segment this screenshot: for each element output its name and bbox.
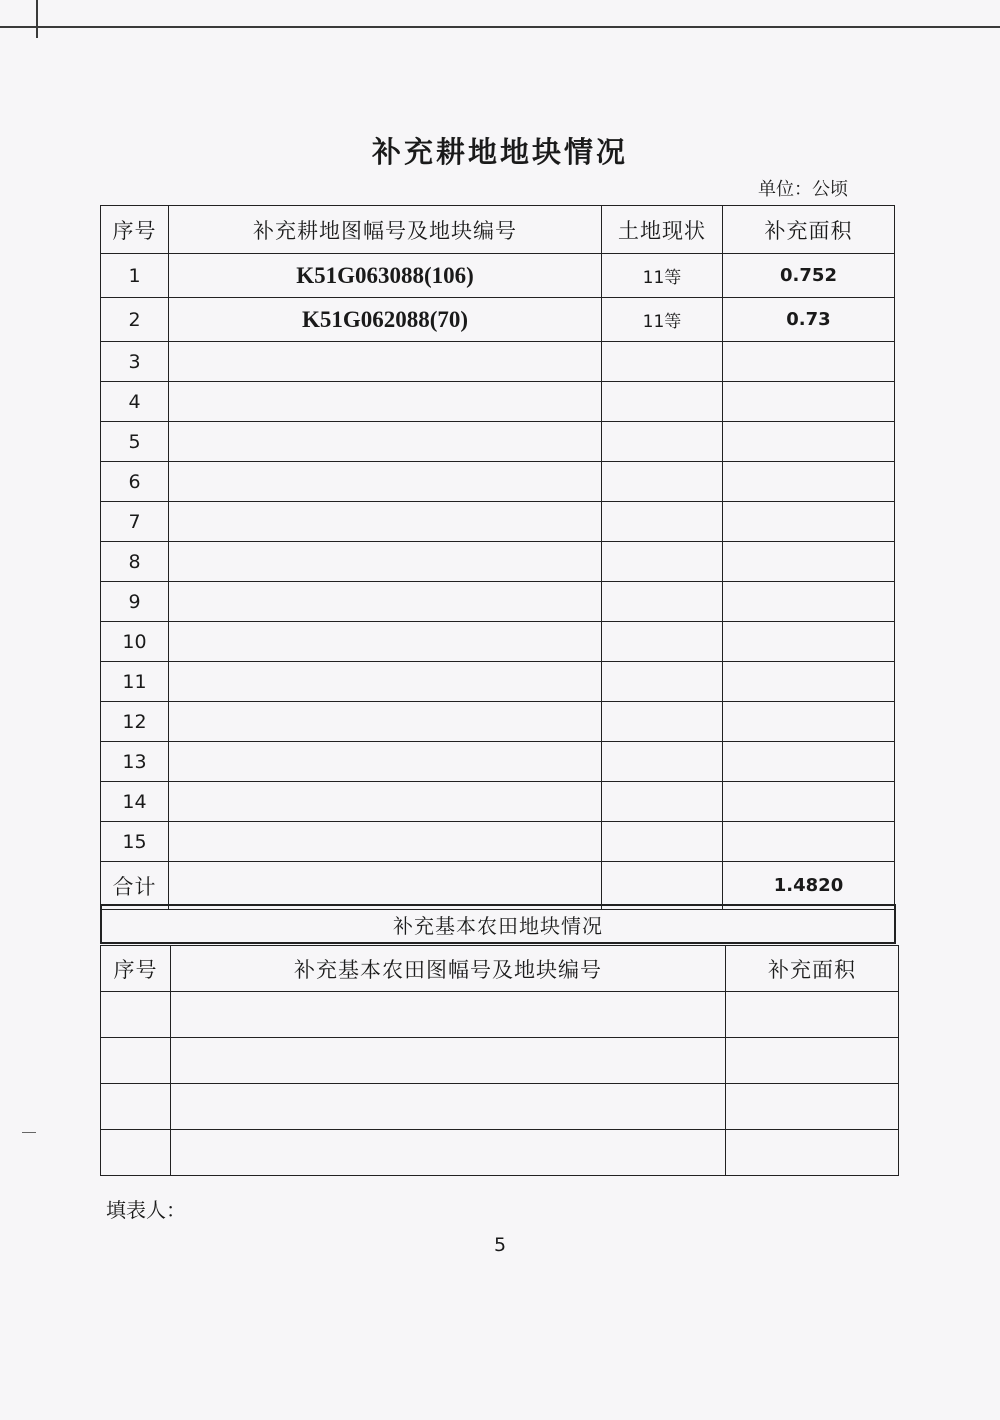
- row-status: [602, 742, 723, 782]
- table-row: [101, 782, 895, 822]
- row-status: [602, 342, 723, 382]
- basic-row-index: [101, 992, 171, 1038]
- row-index: 4: [101, 382, 169, 422]
- basic-table-row: [101, 1130, 899, 1176]
- row-code: K51G063088(106): [169, 254, 602, 298]
- row-code: [169, 542, 602, 582]
- header-code: 补充耕地图幅号及地块编号: [169, 206, 602, 254]
- basic-row-area: [726, 1084, 899, 1130]
- row-status: [602, 462, 723, 502]
- table-row: [101, 298, 895, 342]
- row-index: 7: [101, 502, 169, 542]
- basic-row-code: [171, 1084, 726, 1130]
- row-area: [723, 462, 895, 502]
- row-status: [602, 622, 723, 662]
- row-status: [602, 702, 723, 742]
- row-area: 0.752: [723, 254, 895, 298]
- table-row: [101, 542, 895, 582]
- row-code: [169, 782, 602, 822]
- row-area: [723, 342, 895, 382]
- row-code: [169, 622, 602, 662]
- unit-label: 单位：公顷: [758, 179, 848, 200]
- row-code: [169, 742, 602, 782]
- row-code: [169, 342, 602, 382]
- row-status: 11等: [602, 298, 723, 342]
- total-area: 1.4820: [723, 862, 895, 910]
- table-row: [101, 742, 895, 782]
- row-code: [169, 582, 602, 622]
- binding-mark: [22, 1132, 36, 1133]
- table-row: [101, 462, 895, 502]
- table-row: [101, 822, 895, 862]
- basic-row-index: [101, 1084, 171, 1130]
- row-index: 9: [101, 582, 169, 622]
- basic-table-row: [101, 1038, 899, 1084]
- table-row: [101, 662, 895, 702]
- filler-label: 填表人：: [106, 1198, 186, 1222]
- row-index: 8: [101, 542, 169, 582]
- basic-row-index: [101, 1130, 171, 1176]
- table-row: [101, 382, 895, 422]
- basic-table-row: [101, 992, 899, 1038]
- basic-table-row: [101, 1084, 899, 1130]
- cultivated-land-table: [100, 205, 895, 910]
- total-code: [169, 862, 602, 910]
- row-index: 5: [101, 422, 169, 462]
- row-index: 2: [101, 298, 169, 342]
- row-code: [169, 702, 602, 742]
- row-area: [723, 582, 895, 622]
- margin-tick: [36, 0, 38, 38]
- row-index: 10: [101, 622, 169, 662]
- row-area: [723, 822, 895, 862]
- row-code: [169, 422, 602, 462]
- row-index: 11: [101, 662, 169, 702]
- row-index: 1: [101, 254, 169, 298]
- row-status: 11等: [602, 254, 723, 298]
- row-area: [723, 742, 895, 782]
- basic-farmland-table: [100, 945, 899, 1176]
- basic-row-code: [171, 1038, 726, 1084]
- table-row: [101, 342, 895, 382]
- header-status: 土地现状: [602, 206, 723, 254]
- row-code: K51G062088(70): [169, 298, 602, 342]
- page-title: 补充耕地地块情况: [371, 135, 628, 169]
- page-number: 5: [493, 1234, 507, 1256]
- basic-row-code: [171, 992, 726, 1038]
- basic-row-code: [171, 1130, 726, 1176]
- row-status: [602, 502, 723, 542]
- table-row: [101, 582, 895, 622]
- table-row: [101, 702, 895, 742]
- basic-row-index: [101, 1038, 171, 1084]
- basic-row-area: [726, 1130, 899, 1176]
- basic-row-area: [726, 992, 899, 1038]
- table-row: [101, 502, 895, 542]
- basic-header-area: 补充面积: [726, 946, 899, 992]
- total-row: [101, 862, 895, 910]
- row-index: 14: [101, 782, 169, 822]
- table-row: [101, 254, 895, 298]
- row-area: [723, 662, 895, 702]
- header-area: 补充面积: [723, 206, 895, 254]
- total-label: 合计: [101, 862, 169, 910]
- row-status: [602, 662, 723, 702]
- row-area: [723, 542, 895, 582]
- row-code: [169, 502, 602, 542]
- row-code: [169, 382, 602, 422]
- table-header-row: [101, 206, 895, 254]
- row-status: [602, 422, 723, 462]
- row-area: [723, 702, 895, 742]
- row-status: [602, 542, 723, 582]
- row-area: [723, 422, 895, 462]
- top-rule: [0, 26, 1000, 28]
- row-index: 13: [101, 742, 169, 782]
- basic-header-code: 补充基本农田图幅号及地块编号: [171, 946, 726, 992]
- row-index: 12: [101, 702, 169, 742]
- row-area: [723, 502, 895, 542]
- row-code: [169, 462, 602, 502]
- row-index: 6: [101, 462, 169, 502]
- table-row: [101, 622, 895, 662]
- row-index: 15: [101, 822, 169, 862]
- row-status: [602, 582, 723, 622]
- row-index: 3: [101, 342, 169, 382]
- table-row: [101, 422, 895, 462]
- row-area: [723, 782, 895, 822]
- total-status: [602, 862, 723, 910]
- header-index: 序号: [101, 206, 169, 254]
- basic-header-row: [101, 946, 899, 992]
- basic-header-index: 序号: [101, 946, 171, 992]
- row-status: [602, 822, 723, 862]
- row-area: 0.73: [723, 298, 895, 342]
- row-status: [602, 382, 723, 422]
- basic-farmland-section-title: 补充基本农田地块情况: [100, 904, 896, 944]
- row-code: [169, 822, 602, 862]
- row-area: [723, 622, 895, 662]
- row-area: [723, 382, 895, 422]
- row-code: [169, 662, 602, 702]
- basic-row-area: [726, 1038, 899, 1084]
- row-status: [602, 782, 723, 822]
